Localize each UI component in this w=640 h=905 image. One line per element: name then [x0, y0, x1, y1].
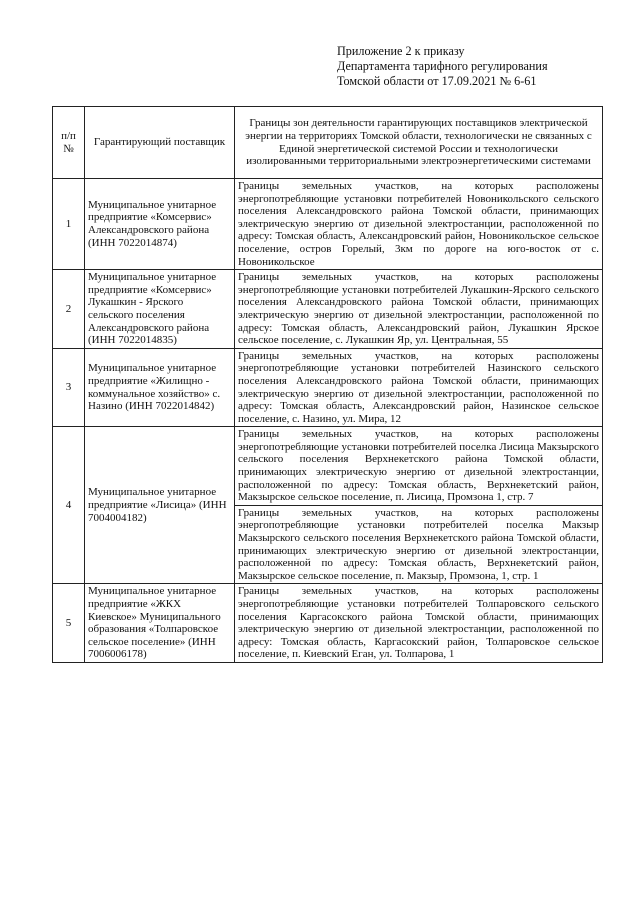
suppliers-table	[52, 106, 603, 663]
row-zone: Границы земельных участков, на которых расположены энергопотребляющие установки потребителей Новоникольского сельского поселения Александровского района Томской области, принимающих электрическую энергию от дизельной электростанции, расположенной по адресу: Томская область, Александровский район, Новоникольское сельское поселение, остров Горелый, 3км по дороге на юго-восток от с. Новоникольское	[235, 179, 603, 270]
header-supplier: Гарантирующий поставщик	[85, 107, 235, 179]
document-header	[337, 44, 548, 89]
row-supplier: Муниципальное унитарное предприятие «Комсервис» Лукашкин - Ярского сельского поселения Александровского района (ИНН 7022014835)	[85, 270, 235, 349]
header-zone: Границы зон деятельности гарантирующих поставщиков электрической энергии на территориях Томской области, технологически не связанных с Единой энергетической системой России и технологически изолированными территориальными электроэнергетическими системами	[235, 107, 603, 179]
row-num: 4	[53, 427, 85, 584]
row-supplier: Муниципальное унитарное предприятие «Жилищно - коммунальное хозяйство» с. Назино (ИНН 7022014842)	[85, 348, 235, 427]
row-zone: Границы земельных участков, на которых расположены энергопотребляющие установки потребителей поселка Макзыр Макзырского сельского поселения Верхнекетского района Томской области, принимающих электрическую энергию от дизельной электростанции, расположенной по адресу: Томская область, Верхнекетский район, Макзырское сельское поселение, п. Макзыр, Промзона, 1, стр. 1	[235, 505, 603, 584]
table-header-row	[53, 107, 603, 179]
row-zone: Границы земельных участков, на которых расположены энергопотребляющие установки потребителей поселка Лисица Макзырского сельского поселения Верхнекетского района Томской области, принимающих электрическую энергию от дизельной электростанции, расположенной по адресу: Томская область, Верхнекетский район, Макзырское сельское поселение, п. Лисица, Промзона 1, стр. 7	[235, 427, 603, 506]
row-supplier: Муниципальное унитарное предприятие «ЖКХ Киевское» Муниципального образования «Толпаровское сельское поселение» (ИНН 7006006178)	[85, 584, 235, 663]
table-row	[53, 270, 603, 349]
row-num: 5	[53, 584, 85, 663]
row-supplier: Муниципальное унитарное предприятие «Комсервис» Александровского района (ИНН 7022014874)	[85, 179, 235, 270]
row-num: 1	[53, 179, 85, 270]
table-row	[53, 427, 603, 506]
row-num: 2	[53, 270, 85, 349]
header-num: п/п №	[53, 107, 85, 179]
row-num: 3	[53, 348, 85, 427]
row-zone: Границы земельных участков, на которых расположены энергопотребляющие установки потребителей Назинского сельского поселения Александровского района Томской области, принимающих электрическую энергию от дизельной электростанции, расположенной по адресу: Томская область, Александровский район, Назинское сельское поселение, с. Назино, ул. Мира, 12	[235, 348, 603, 427]
header-line-3: Томской области от 17.09.2021 № 6-61	[337, 74, 537, 88]
row-zone: Границы земельных участков, на которых расположены энергопотребляющие установки потребителей Лукашкин-Ярского сельского поселения Александровского района Томской области, принимающих электрическую энергию от дизельной электростанции, расположенной по адресу: Томская область, Александровский район, Лукашкин Ярское сельское поселение, с. Лукашкин Яр, ул. Центральная, 55	[235, 270, 603, 349]
table-row	[53, 584, 603, 663]
table-row	[53, 348, 603, 427]
row-zone: Границы земельных участков, на которых расположены энергопотребляющие установки потребителей Толпаровского сельского поселения Каргасокского района Томской области, принимающих электрическую энергию от дизельной электростанции, расположенной по адресу: Томская область, Каргасокский район, Толпаровское сельское поселение, п. Киевский Еган, ул. Толпарова, 1	[235, 584, 603, 663]
row-supplier: Муниципальное унитарное предприятие «Лисица» (ИНН 7004004182)	[85, 427, 235, 584]
header-line-1: Приложение 2 к приказу	[337, 44, 465, 58]
table-row	[53, 179, 603, 270]
header-line-2: Департамента тарифного регулирования	[337, 59, 548, 73]
